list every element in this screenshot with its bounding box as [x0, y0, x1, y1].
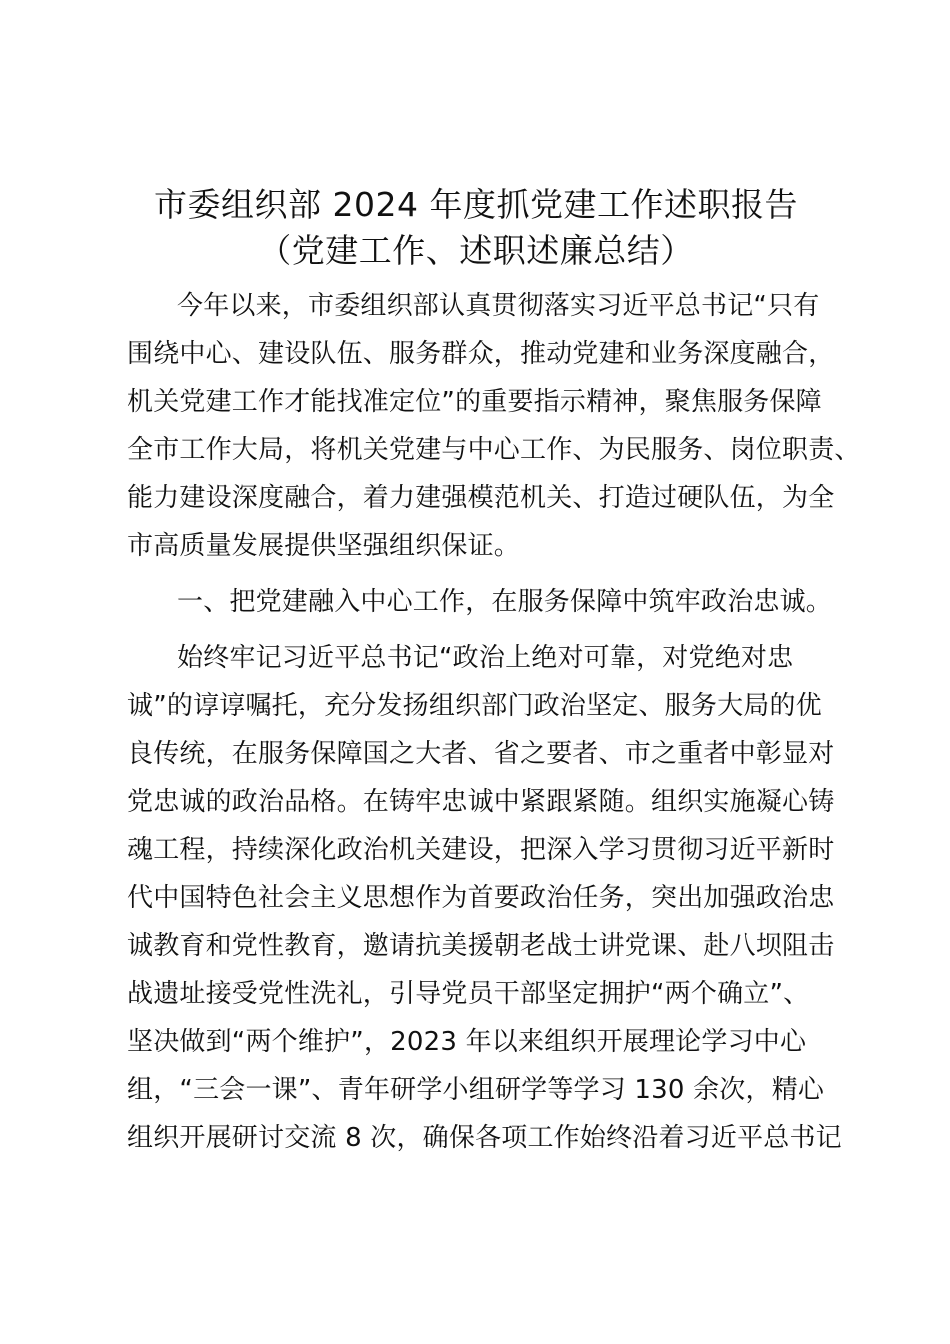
text-line: 良传统，在服务保障国之大者、省之要者、市之重者中彰显对 [127, 739, 835, 769]
title-line-main: 市委组织部 2024 年度抓党建工作述职报告 [154, 185, 798, 224]
paragraph-section-one [127, 634, 842, 1162]
document-body [127, 282, 861, 1162]
text-line: 诚”的谆谆嘱托，充分发扬组织部门政治坚定、服务大局的优 [127, 691, 822, 721]
text-line: 今年以来，市委组织部认真贯彻落实习近平总书记“只有 [177, 291, 820, 321]
text-line: 组，“三会一课”、青年研学小组研学等学习 130 余次，精心 [127, 1075, 825, 1105]
paragraph-spacer [127, 570, 835, 578]
text-line: 围绕中心、建设队伍、服务群众，推动党建和业务深度融合， [127, 339, 835, 369]
section-heading [127, 578, 835, 626]
title-line-subtitle: （党建工作、述职述廉总结） [258, 231, 694, 270]
document-title [120, 182, 832, 274]
text-line: 诚教育和党性教育，邀请抗美援朝老战士讲党课、赴八坝阻击 [127, 931, 835, 961]
text-line: 组织开展研讨交流 8 次，确保各项工作始终沿着习近平总书记 [127, 1123, 842, 1153]
text-line: 代中国特色社会主义思想作为首要政治任务，突出加强政治忠 [127, 883, 835, 913]
text-line: 坚决做到“两个维护”，2023 年以来组织开展理论学习中心 [127, 1027, 807, 1057]
text-line: 始终牢记习近平总书记“政治上绝对可靠，对党绝对忠 [177, 643, 794, 673]
text-line: 战遗址接受党性洗礼，引导党员干部坚定拥护“两个确立”、 [127, 979, 810, 1009]
text-line: 全市工作大局，将机关党建与中心工作、为民服务、岗位职责、 [127, 435, 861, 465]
text-line: 魂工程，持续深化政治机关建设，把深入学习贯彻习近平新时 [127, 835, 835, 865]
text-line: 机关党建工作才能找准定位”的重要指示精神，聚焦服务保障 [127, 387, 822, 417]
text-line: 党忠诚的政治品格。在铸牢忠诚中紧跟紧随。组织实施凝心铸 [127, 787, 835, 817]
text-line: 市高质量发展提供坚强组织保证。 [127, 531, 521, 561]
text-line: 能力建设深度融合，着力建强模范机关、打造过硬队伍，为全 [127, 483, 835, 513]
paragraph-intro [127, 282, 861, 570]
paragraph-spacer [127, 626, 835, 634]
section-heading-line: 一、把党建融入中心工作，在服务保障中筑牢政治忠诚。 [177, 587, 833, 617]
